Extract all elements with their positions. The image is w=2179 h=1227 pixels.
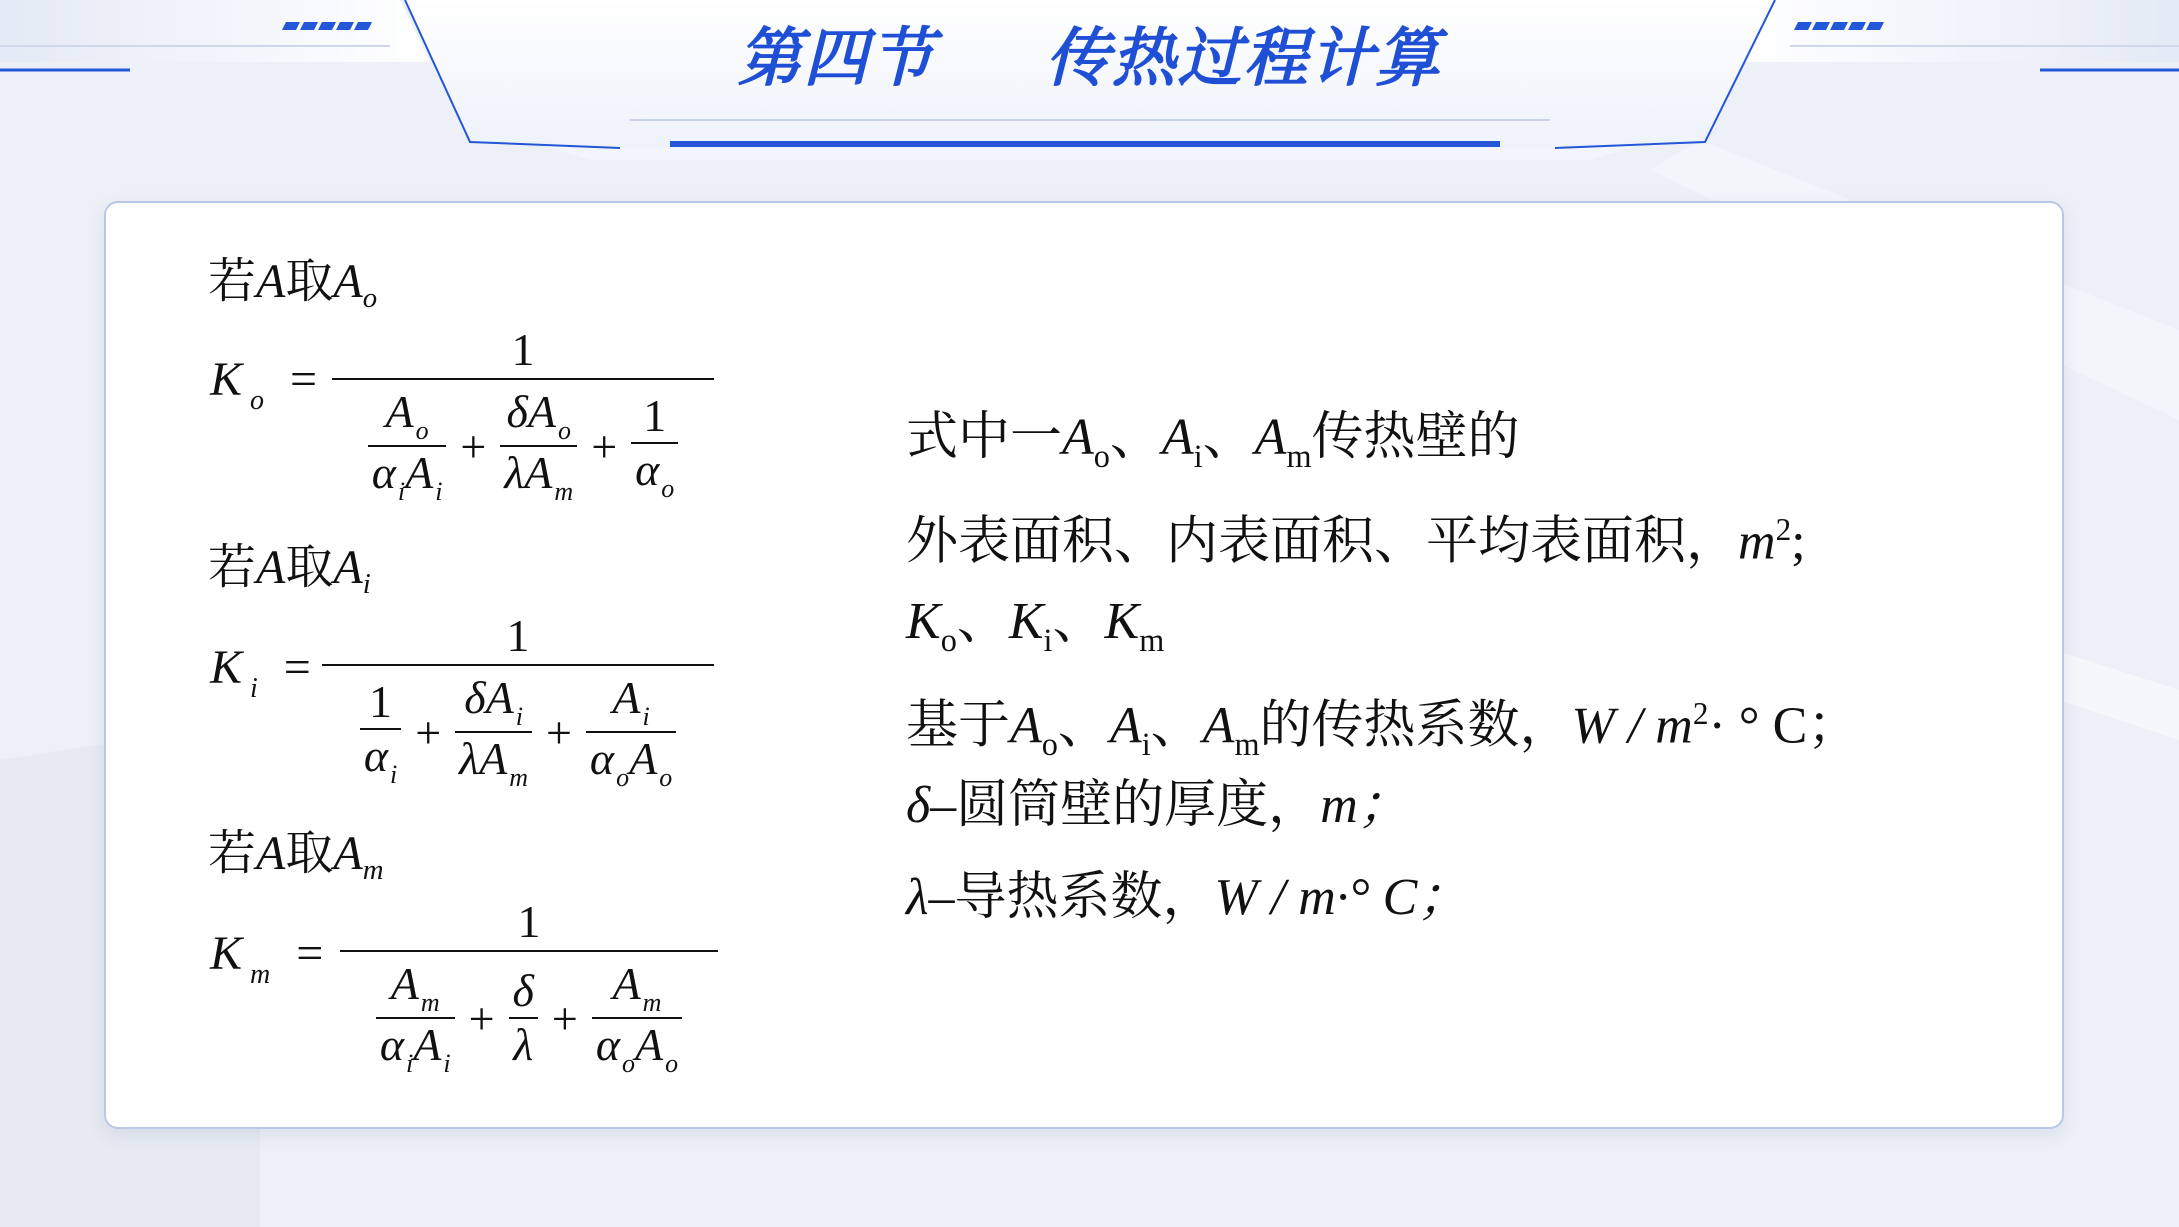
desc-line-4: 基于$A_o$、$A_i$、$A_m$的传热系数，$W / m^2\cdot$ ° C； xyxy=(906,696,1860,763)
equation-lhs-1: K $_o$ = xyxy=(210,353,318,416)
page-title xyxy=(0,14,2179,104)
section-number: 第四节 xyxy=(737,22,936,96)
desc-line-5: δ–圆筒壁的厚度，m； xyxy=(906,777,1410,834)
condition-1: 若A取$A_o$ xyxy=(208,255,378,315)
equation-lhs-2: K $_i$ = xyxy=(210,641,311,704)
fraction-k-o: 1 $A_o$ $\alpha_iA_i$ + $\delta A_o$ $\lambda A_m$ + 1 $\alpha_o$ xyxy=(332,322,714,506)
equation-lhs-3: K $_m$ = xyxy=(210,927,324,990)
fraction-k-m: 1 $A_m$ $\alpha_iA_i$ + δ λ + $A_m$ $\alpha_oA_o$ xyxy=(340,894,718,1078)
desc-line-2: 外表面积、内表面积、平均表面积，$m^2$; xyxy=(906,512,1806,571)
desc-line-1: 式中一$A_o$、$A_i$、$A_m$传热壁的 xyxy=(906,409,1520,474)
fraction-k-i: 1 1 $\alpha_i$ + $\delta A_i$ $\lambda A_m$ + $A_i$ $\alpha_oA_o$ xyxy=(322,608,714,792)
condition-3: 若A取$A_m$ xyxy=(208,827,384,887)
desc-line-6: λ–导热系数，W / m·° C； xyxy=(906,869,1470,926)
section-name: 传热过程计算 xyxy=(1045,22,1442,96)
condition-2: 若A取$A_i$ xyxy=(208,541,371,601)
desc-line-3: $K_o$、$K_i$、$K_m$ xyxy=(906,593,1165,658)
